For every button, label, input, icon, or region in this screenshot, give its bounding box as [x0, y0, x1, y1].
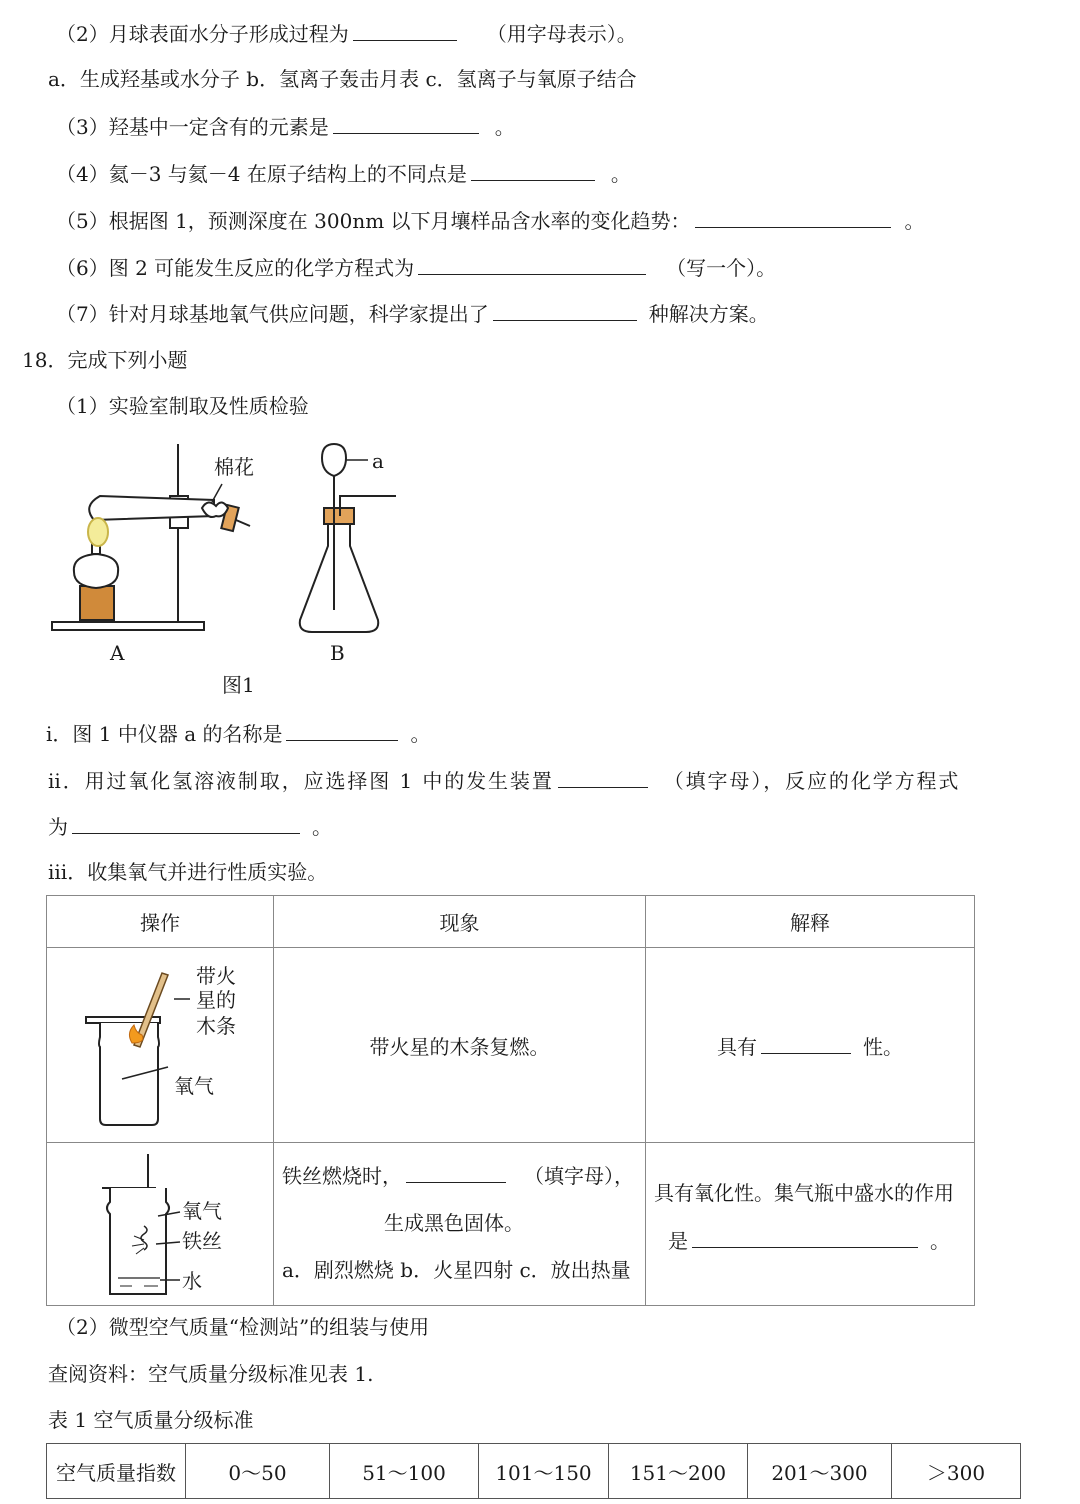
q17-part6	[56, 254, 776, 281]
q18-ii	[48, 767, 960, 794]
table-row	[47, 948, 975, 1143]
answer-blank[interactable]	[692, 1227, 918, 1248]
header-explanation: 解释	[646, 896, 975, 948]
answer-blank[interactable]	[406, 1162, 506, 1183]
row2-phen-options: a．剧烈燃烧 b．火星四射 c．放出热量	[282, 1258, 631, 1282]
q18-ii-line2-text: 为	[48, 815, 68, 839]
q18-ii-line2	[48, 813, 332, 840]
q17-part2-options: a．生成羟基或水分子 b．氢离子轰击月表 c．氢离子与氧原子结合	[48, 67, 637, 91]
label-water: 水	[182, 1269, 202, 1293]
q18-ii-tail: 。	[312, 815, 332, 839]
q18-part2: （2）微型空气质量“检测站”的组装与使用	[56, 1315, 430, 1339]
row1-explanation	[646, 948, 975, 1143]
q17-part2	[56, 20, 637, 47]
figure-1-apparatus	[44, 436, 424, 700]
aqi-cell: 201～300	[748, 1444, 892, 1499]
answer-blank[interactable]	[695, 207, 891, 228]
header-operation: 操作	[47, 896, 274, 948]
q18-reference: 查阅资料：空气质量分级标准见表 1.	[48, 1362, 374, 1386]
figure-caption: 图1	[222, 673, 255, 697]
table-row	[47, 1444, 1021, 1499]
aqi-cell: 101～150	[479, 1444, 609, 1499]
row2-explain-2: 是	[668, 1229, 688, 1253]
q17-part6-text: （6）图 2 可能发生反应的化学方程式为	[56, 256, 415, 280]
row2-explain-line2	[654, 1217, 974, 1265]
q18-title: 18．完成下列小题	[22, 348, 188, 372]
label-oxygen: 氧气	[182, 1199, 222, 1223]
row2-explanation	[646, 1143, 975, 1306]
row1-explain-pre: 具有	[717, 1034, 757, 1059]
q18-part1: （1）实验室制取及性质检验	[56, 394, 309, 418]
aqi-head: 空气质量指数	[47, 1444, 186, 1499]
label-instrument-a: a	[372, 449, 384, 473]
row2-explain-line1: 具有氧化性。集气瓶中盛水的作用	[654, 1181, 954, 1205]
label-apparatus-a: A	[110, 641, 125, 665]
experiment-table	[46, 895, 975, 1306]
row2-phen-line2: 生成黑色固体。	[384, 1211, 524, 1235]
answer-blank[interactable]	[72, 813, 300, 834]
q17-part7-text: （7）针对月球基地氧气供应问题，科学家提出了	[56, 302, 489, 326]
row2-operation-figure	[47, 1143, 274, 1306]
q18-i	[46, 720, 430, 747]
q17-part2-text: （2）月球表面水分子形成过程为	[56, 22, 349, 46]
q17-part5-text: （5）根据图 1，预测深度在 300nm 以下月壤样品含水率的变化趋势：	[56, 209, 691, 233]
q18-i-text: i．图 1 中仪器 a 的名称是	[46, 722, 283, 746]
answer-blank[interactable]	[286, 720, 398, 741]
answer-blank[interactable]	[471, 160, 595, 181]
table-row	[47, 1143, 975, 1306]
label-apparatus-b: B	[330, 641, 345, 665]
header-phenomenon: 现象	[274, 896, 646, 948]
q17-part5-tail: 。	[904, 209, 925, 233]
q18-i-tail: 。	[410, 722, 431, 746]
label-cotton: 棉花	[214, 455, 254, 479]
answer-blank[interactable]	[353, 20, 457, 41]
row1-explain-post: 性。	[863, 1034, 903, 1059]
iron-wire-figure	[48, 1144, 272, 1304]
table1-caption: 表 1 空气质量分级标准	[48, 1408, 254, 1432]
aqi-cell: 51～100	[330, 1444, 479, 1499]
q17-part4-tail: 。	[610, 162, 631, 186]
q18-iii: ⅲ．收集氧气并进行性质实验。	[48, 860, 328, 884]
q17-part4	[56, 160, 631, 187]
q17-part3	[56, 113, 515, 140]
answer-blank[interactable]	[761, 1033, 851, 1054]
row1-operation-figure	[47, 948, 274, 1143]
answer-blank[interactable]	[493, 300, 637, 321]
oxygen-splint-figure	[48, 949, 272, 1141]
row1-phenomenon: 带火星的木条复燃。	[274, 948, 646, 1143]
q17-part7-tail: 种解决方案。	[648, 302, 769, 326]
q17-part3-tail: 。	[494, 115, 515, 139]
q17-part5	[56, 207, 925, 234]
row2-phen-post: （填字母），	[524, 1164, 634, 1188]
row2-explain-tail: 。	[930, 1229, 950, 1253]
q17-part3-text: （3）羟基中一定含有的元素是	[56, 115, 329, 139]
q17-part4-text: （4）氦－3 与氦－4 在原子结构上的不同点是	[56, 162, 467, 186]
q18-ii-text: ⅱ．用过氧化氢溶液制取，应选择图 1 中的发生装置	[48, 769, 554, 793]
row2-phen-pre: 铁丝燃烧时，	[282, 1164, 402, 1188]
answer-blank[interactable]	[418, 254, 646, 275]
table-header-row	[47, 896, 975, 948]
label-wood-splint: 木条	[196, 1014, 236, 1038]
answer-blank[interactable]	[558, 767, 648, 788]
answer-blank[interactable]	[333, 113, 479, 134]
label-glowing: 带火	[196, 964, 236, 988]
aqi-cell: 0～50	[186, 1444, 330, 1499]
q17-part6-tail: （写一个）。	[666, 256, 777, 280]
label-splint-of: 星的	[196, 988, 236, 1012]
aqi-cell: 151～200	[609, 1444, 748, 1499]
label-iron-wire: 铁丝	[182, 1229, 222, 1253]
aqi-standard-table	[46, 1443, 1021, 1499]
row2-phenomenon	[274, 1143, 646, 1306]
label-oxygen: 氧气	[174, 1074, 214, 1098]
q18-ii-mid: （填字母），反应的化学方程式	[663, 769, 961, 793]
aqi-cell: ＞300	[892, 1444, 1021, 1499]
q17-part2-tail: （用字母表示）。	[486, 22, 637, 46]
row2-phen-line1	[282, 1153, 645, 1200]
q17-part7	[56, 300, 769, 327]
